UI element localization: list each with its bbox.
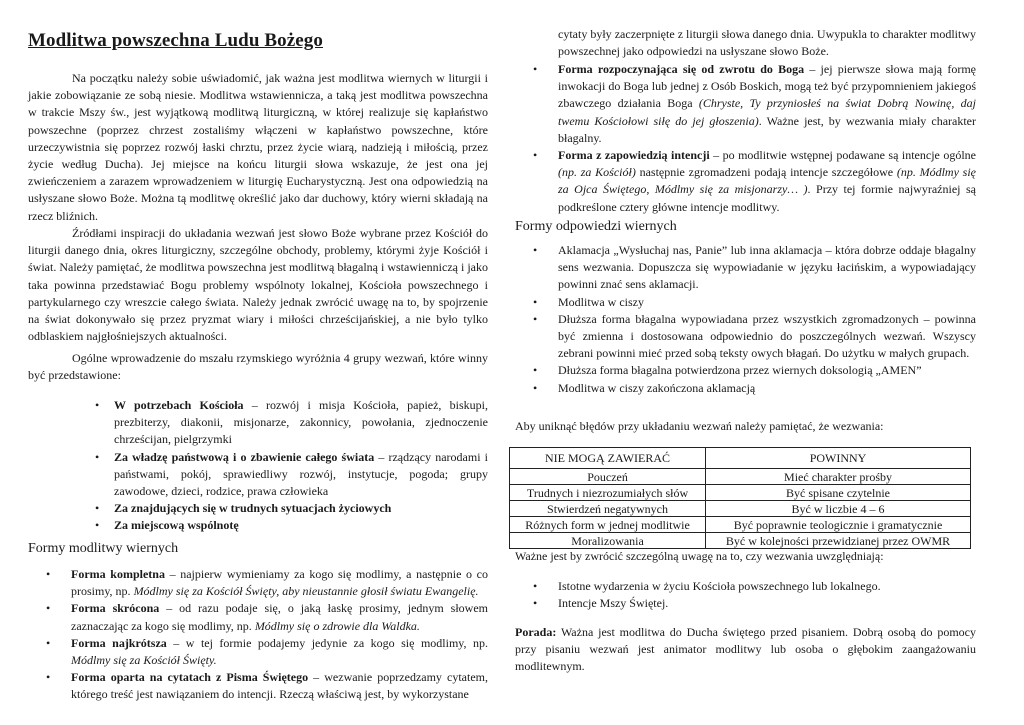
table-cell: Moralizowania bbox=[510, 533, 706, 549]
bullet-icon: • bbox=[95, 501, 100, 516]
list-item: • Forma oparta na cytatach z Pisma Świętego – wezwanie poprzedzamy cytatem, którego treść jest nawiązaniem do intencji. Rzeczą właściwą jest, by wykorzystane bbox=[46, 670, 488, 702]
table-cell: Być spisane czytelnie bbox=[706, 485, 971, 501]
list-item: • Modlitwa w ciszy zakończona aklamacją bbox=[515, 380, 976, 397]
bullet-icon: • bbox=[46, 567, 51, 581]
list-item: • Istotne wydarzenia w życiu Kościoła powszechnego lub lokalnego. bbox=[515, 578, 976, 595]
list-item: • Dłuższa forma błagalna potwierdzona przez wiernych doksologią „AMEN” bbox=[515, 362, 976, 379]
attention-paragraph: Ważne jest by zwrócić szczególną uwagę na to, czy wezwania uwzględniają: bbox=[515, 549, 884, 563]
prayer-forms-list bbox=[28, 566, 488, 704]
table-row bbox=[510, 533, 971, 549]
table-cell: Pouczeń bbox=[510, 469, 706, 485]
intention-groups-list bbox=[92, 397, 488, 535]
bullet-icon: • bbox=[46, 635, 51, 650]
table-row bbox=[510, 517, 971, 533]
groups-intro-paragraph: Ogólne wprowadzenie do mszału rzymskiego wyróżnia 4 grupy wezwań, które winny być przedstawione: bbox=[28, 351, 488, 383]
table-cell: Różnych form w jednej modlitwie bbox=[510, 517, 706, 533]
bullet-icon: • bbox=[533, 596, 538, 611]
list-item: • Za miejscową wspólnotę bbox=[92, 517, 488, 534]
table-cell: Mieć charakter prośby bbox=[706, 469, 971, 485]
table-cell: Być w liczbie 4 – 6 bbox=[706, 501, 971, 517]
continued-paragraph: cytaty były zaczerpnięte z liturgii słowa danego dnia. Uwypukla to charakter modlitwy powszechnej jako odpowiedzi na usłyszane słowo Boże. bbox=[558, 27, 976, 59]
table-cell: Być w kolejności przewidzianej przez OWMR bbox=[706, 533, 971, 549]
inspiration-paragraph: Źródłami inspiracji do układania wezwań jest słowo Boże wybrane przez Kościół do liturgii danego dnia, okres liturgiczny, szczególne obchody, problemy, którymi żyje Kościół i świat. Należy pamiętać, że modlitwa powszechna jest modlitwą błagalną i wstawienniczą i jako taka powinna przedstawiać Bogu problemy wspólnoty lokalnej, Kościoła powszechnego i partykularnego czy wreszcie całego świata. Należy jednak zwrócić uwagę na to, by spojrzenie na świat dokonywało się przez pryzmat wiary i miłości chrześcijańskiej, a nie było tylko odblaskiem najgłośniejszych aktualności. bbox=[28, 226, 488, 344]
column-header: POWINNY bbox=[706, 448, 971, 469]
list-item: • Intencje Mszy Świętej. bbox=[515, 595, 976, 612]
advice-label: Porada: bbox=[515, 625, 557, 639]
bullet-icon: • bbox=[46, 670, 51, 685]
table-cell: Być poprawnie teologicznie i gramatycznie bbox=[706, 517, 971, 533]
attention-list bbox=[515, 578, 976, 612]
bullet-icon: • bbox=[533, 294, 538, 309]
bullet-icon: • bbox=[533, 62, 538, 76]
list-item: • Forma najkrótsza – w tej formie podajemy jedynie za kogo się modlimy, np. Módlmy się za Kościół Święty. bbox=[46, 635, 488, 668]
bullet-icon: • bbox=[95, 449, 100, 464]
intro-paragraph: Na początku należy sobie uświadomić, jak ważna jest modlitwa wiernych w liturgii i jakie zobowiązanie ze sobą niesie. Modlitwa wstawiennicza, a taką jest modlitwa powszechna w trakcie Mszy św., jest wyjątkową modlitwą liturgiczną, w której realizuje się kapłaństwo powszechne (poprzez chrzest zostaliśmy włączeni w kapłaństwo powszechne, które urzeczywistnia się poprzez rozwój łaski chrztu, przez życie wiarą, nadzieją i miłością, przez życie według Ducha). Jej miejsce na końcu liturgii słowa wskazuje, że jest ona jej zwieńczeniem a zarazem wprowadzeniem w liturgię Eucharystyczną. Jest ona odpowiedzią na usłyszane słowo Boże. Można tą modlitwę określić jako dar duchowy, który wierni składają na rzecz bliźnich. bbox=[28, 71, 488, 223]
list-item: • Forma skrócona – od razu podaje się, o jaką łaskę prosimy, jednym słowem zaznaczając za kogo się modlimy, np. Módlmy się o zdrowie dla Waldka. bbox=[46, 601, 488, 633]
list-item: • Forma kompletna – najpierw wymieniamy za kogo się modlimy, a następnie o co prosimy, np. Módlmy się za Kościół Święty, aby nieustannie głosił światu Ewangelię. bbox=[46, 567, 488, 599]
table-cell: Stwierdzeń negatywnych bbox=[510, 501, 706, 517]
table-intro: Aby uniknąć błędów przy układaniu wezwań należy pamiętać, że wezwania: bbox=[515, 419, 884, 433]
column-header: NIE MOGĄ ZAWIERAĆ bbox=[510, 448, 706, 469]
bullet-icon: • bbox=[533, 243, 538, 257]
table-row bbox=[510, 469, 971, 485]
list-item: • Za władzę państwową i o zbawienie całego świata – rządzący narodami i państwami, pokój, sprawiedliwy rozwój, instytucje, pogoda; grupy zawodowe, dzieci, rodzice, prawa człowieka bbox=[95, 449, 489, 499]
advice-text: Ważna jest modlitwa do Ducha świętego przed pisaniem. Dobrą osobą do pomocy przy pisaniu wezwań jest animator modlitwy lub osoba o głębokim zaangażowaniu modlitewnym. bbox=[515, 625, 976, 674]
bullet-icon: • bbox=[95, 518, 100, 533]
table-cell: Trudnych i niezrozumiałych słów bbox=[510, 485, 706, 501]
bullet-icon: • bbox=[46, 601, 51, 616]
bullet-icon: • bbox=[533, 148, 538, 163]
guidelines-table bbox=[509, 447, 971, 549]
section-heading-responses: Formy odpowiedzi wiernych bbox=[515, 219, 677, 234]
section-heading-prayer-forms: Formy modlitwy wiernych bbox=[28, 541, 179, 556]
list-item: • Za znajdujących się w trudnych sytuacjach życiowych bbox=[92, 500, 488, 517]
list-item: • Modlitwa w ciszy bbox=[515, 294, 976, 311]
bullet-icon: • bbox=[533, 579, 538, 593]
list-item: • Forma rozpoczynająca się od zwrotu do Boga – jej pierwsze słowa mają formę inwokacji do Boga lub jednej z Osób Boskich, mogą też być przypomnieniem jakiegoś zbawczego działania Boga (Chryste, Ty przyniosłeś na świat Dobrą Nowinę, daj twemu Kościołowi siłę do jej głoszenia). Ważne jest, by wezwania miały charakter błagalny. bbox=[533, 62, 976, 145]
table-header-row bbox=[510, 448, 971, 469]
page-title: Modlitwa powszechna Ludu Bożego bbox=[28, 30, 323, 51]
bullet-icon: • bbox=[533, 363, 538, 378]
bullet-icon: • bbox=[533, 380, 538, 395]
list-item: • Forma z zapowiedzią intencji – po modlitwie wstępnej podawane są intencje ogólne (np. za Kościół) następnie zgromadzeni podają intencje szczegółowe (np. Módlmy się za Ojca Świętego, Módlmy się za misjonarzy… ). Przy tej formie najwyraźniej są podkreślone cztery główne intencje modlitwy. bbox=[533, 148, 976, 214]
list-item: • Dłuższa forma błagalna wypowiadana przez wszystkich zgromadzonych – powinna być zmienna i dostosowana odpowiednio do poszczególnych wezwań. Wszyscy zebrani powinni mieć przed sobą teksty owych błagań. Do użytku w małych grupach. bbox=[533, 311, 976, 361]
list-item: • W potrzebach Kościoła – rozwój i misja Kościoła, papież, biskupi, prezbiterzy, diakonii, misjonarze, zakonnicy, powołania, zjednoczenie chrześcijan, pielgrzymki bbox=[95, 398, 488, 447]
bullet-icon: • bbox=[95, 398, 100, 412]
bullet-icon: • bbox=[533, 311, 538, 326]
list-item: • Aklamacja „Wysłuchaj nas, Panie” lub inna aklamacja – która dobrze oddaje błagalny sens wezwania. Dopuszcza się wypowiadanie w języku łacińskim, a wypowiadający powinni znać sens aklamacji. bbox=[533, 243, 976, 292]
table-row bbox=[510, 485, 971, 501]
advice-paragraph bbox=[515, 624, 976, 676]
responses-list bbox=[515, 242, 976, 397]
prayer-forms-list-continued bbox=[515, 61, 976, 216]
table-row bbox=[510, 501, 971, 517]
